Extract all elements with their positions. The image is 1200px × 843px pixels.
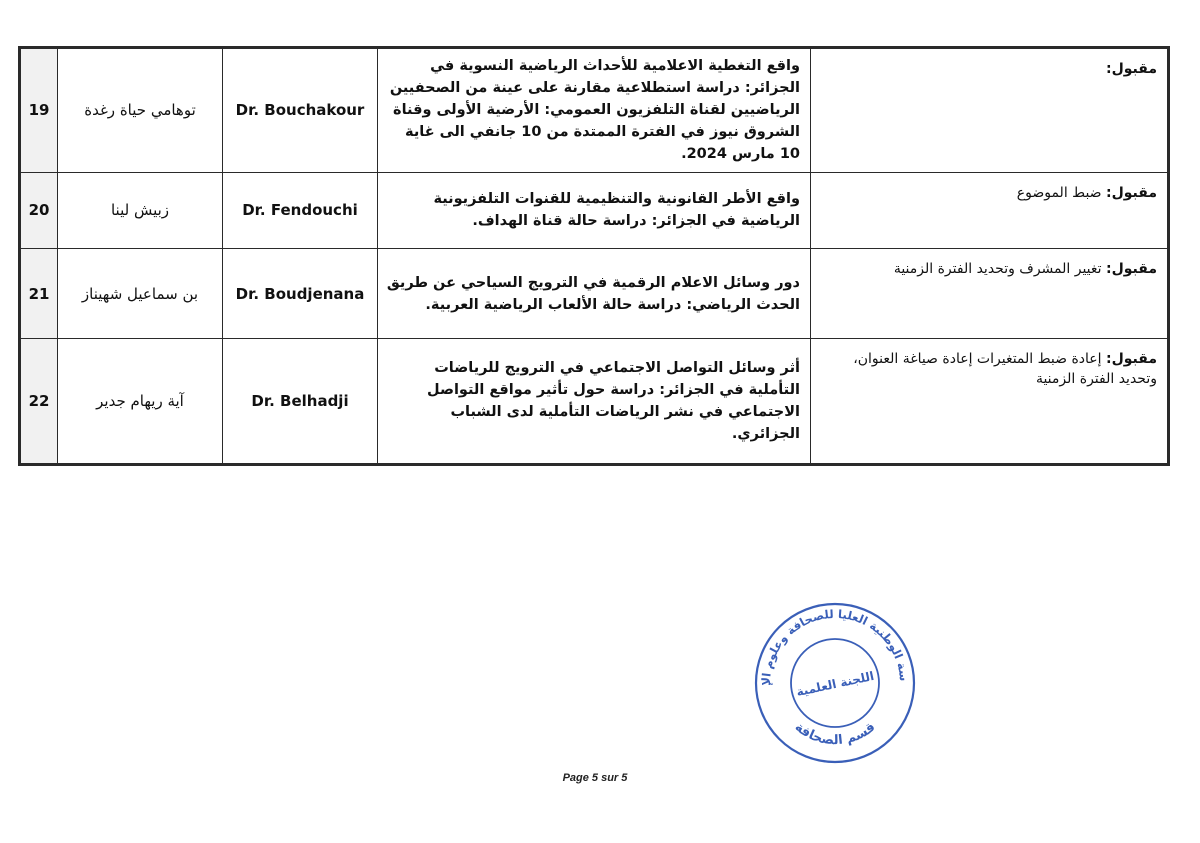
decision-label: مقبول: xyxy=(1106,351,1157,368)
decision-note: إعادة ضبط المتغيرات إعادة صياغة العنوان، وتحديد الفترة الزمنية xyxy=(853,351,1157,388)
student-name: آية ريهام جدير xyxy=(58,339,223,464)
stamp-center-text: اللجنة العلمية xyxy=(795,668,876,700)
decision-label: مقبول: xyxy=(1106,260,1157,277)
row-number: 22 xyxy=(21,339,58,464)
stamp-outer-text: سة الوطنية العليا للصحافة وعلوم الإ xyxy=(758,606,912,686)
decision-cell xyxy=(811,49,1168,173)
decision-note: ضبط الموضوع xyxy=(1016,184,1102,201)
table-row xyxy=(21,339,1168,464)
table-row xyxy=(21,248,1168,338)
stamp-bottom-text: قسم الصحافة xyxy=(791,719,879,749)
table-row xyxy=(21,49,1168,173)
row-number: 19 xyxy=(21,49,58,173)
svg-text:المدرسة الوطنية العليا للصحافة xyxy=(752,600,911,686)
student-name: توهامي حياة رغدة xyxy=(58,49,223,173)
thesis-title: واقع التغطية الاعلامية للأحداث الرياضية النسوية في الجزائر: دراسة استطلاعية مقارنة على عينة من الصحفيين الرياضيين لقناة التلفزيون العمومي: الأرضية الأولى وقناة الشروق نيوز في الفترة الممتدة من 10 جانفي الى غاية 10 مارس 2024. xyxy=(378,49,811,173)
results-table xyxy=(20,48,1168,464)
decision-cell xyxy=(811,248,1168,338)
row-number: 21 xyxy=(21,248,58,338)
thesis-title: واقع الأطر القانونية والتنظيمية للقنوات التلفزيونية الرياضية في الجزائر: دراسة حالة قناة الهداف. xyxy=(378,172,811,248)
decision-cell xyxy=(811,339,1168,464)
stamp-seal-icon xyxy=(752,600,918,766)
decision-label: مقبول: xyxy=(1106,184,1157,201)
decision-cell xyxy=(811,172,1168,248)
svg-text:قسم الصحافة xyxy=(792,720,879,749)
official-stamp xyxy=(752,600,918,766)
decision-note: تغيير المشرف وتحديد الفترة الزمنية xyxy=(893,260,1102,277)
thesis-title: أثر وسائل التواصل الاجتماعي في الترويج للرياضات التأملية في الجزائر: دراسة حول تأثير مواقع التواصل الاجتماعي في نشر الرياضات التأملية لدى الشباب الجزائري. xyxy=(378,339,811,464)
table-row xyxy=(21,172,1168,248)
supervisor-name: Dr. Bouchakour xyxy=(223,49,378,173)
supervisor-name: Dr. Fendouchi xyxy=(223,172,378,248)
row-number: 20 xyxy=(21,172,58,248)
thesis-title: دور وسائل الاعلام الرقمية في الترويج السياحي عن طريق الحدث الرياضي: دراسة حالة الألعاب الرياضية العربية. xyxy=(378,248,811,338)
student-name: زبيش لينا xyxy=(58,172,223,248)
student-name: بن سماعيل شهيناز xyxy=(58,248,223,338)
results-table-container xyxy=(18,46,1170,466)
page-footer: Page 5 sur 5 xyxy=(562,772,628,784)
supervisor-name: Dr. Boudjenana xyxy=(223,248,378,338)
decision-label: مقبول: xyxy=(1106,61,1157,77)
supervisor-name: Dr. Belhadji xyxy=(223,339,378,464)
